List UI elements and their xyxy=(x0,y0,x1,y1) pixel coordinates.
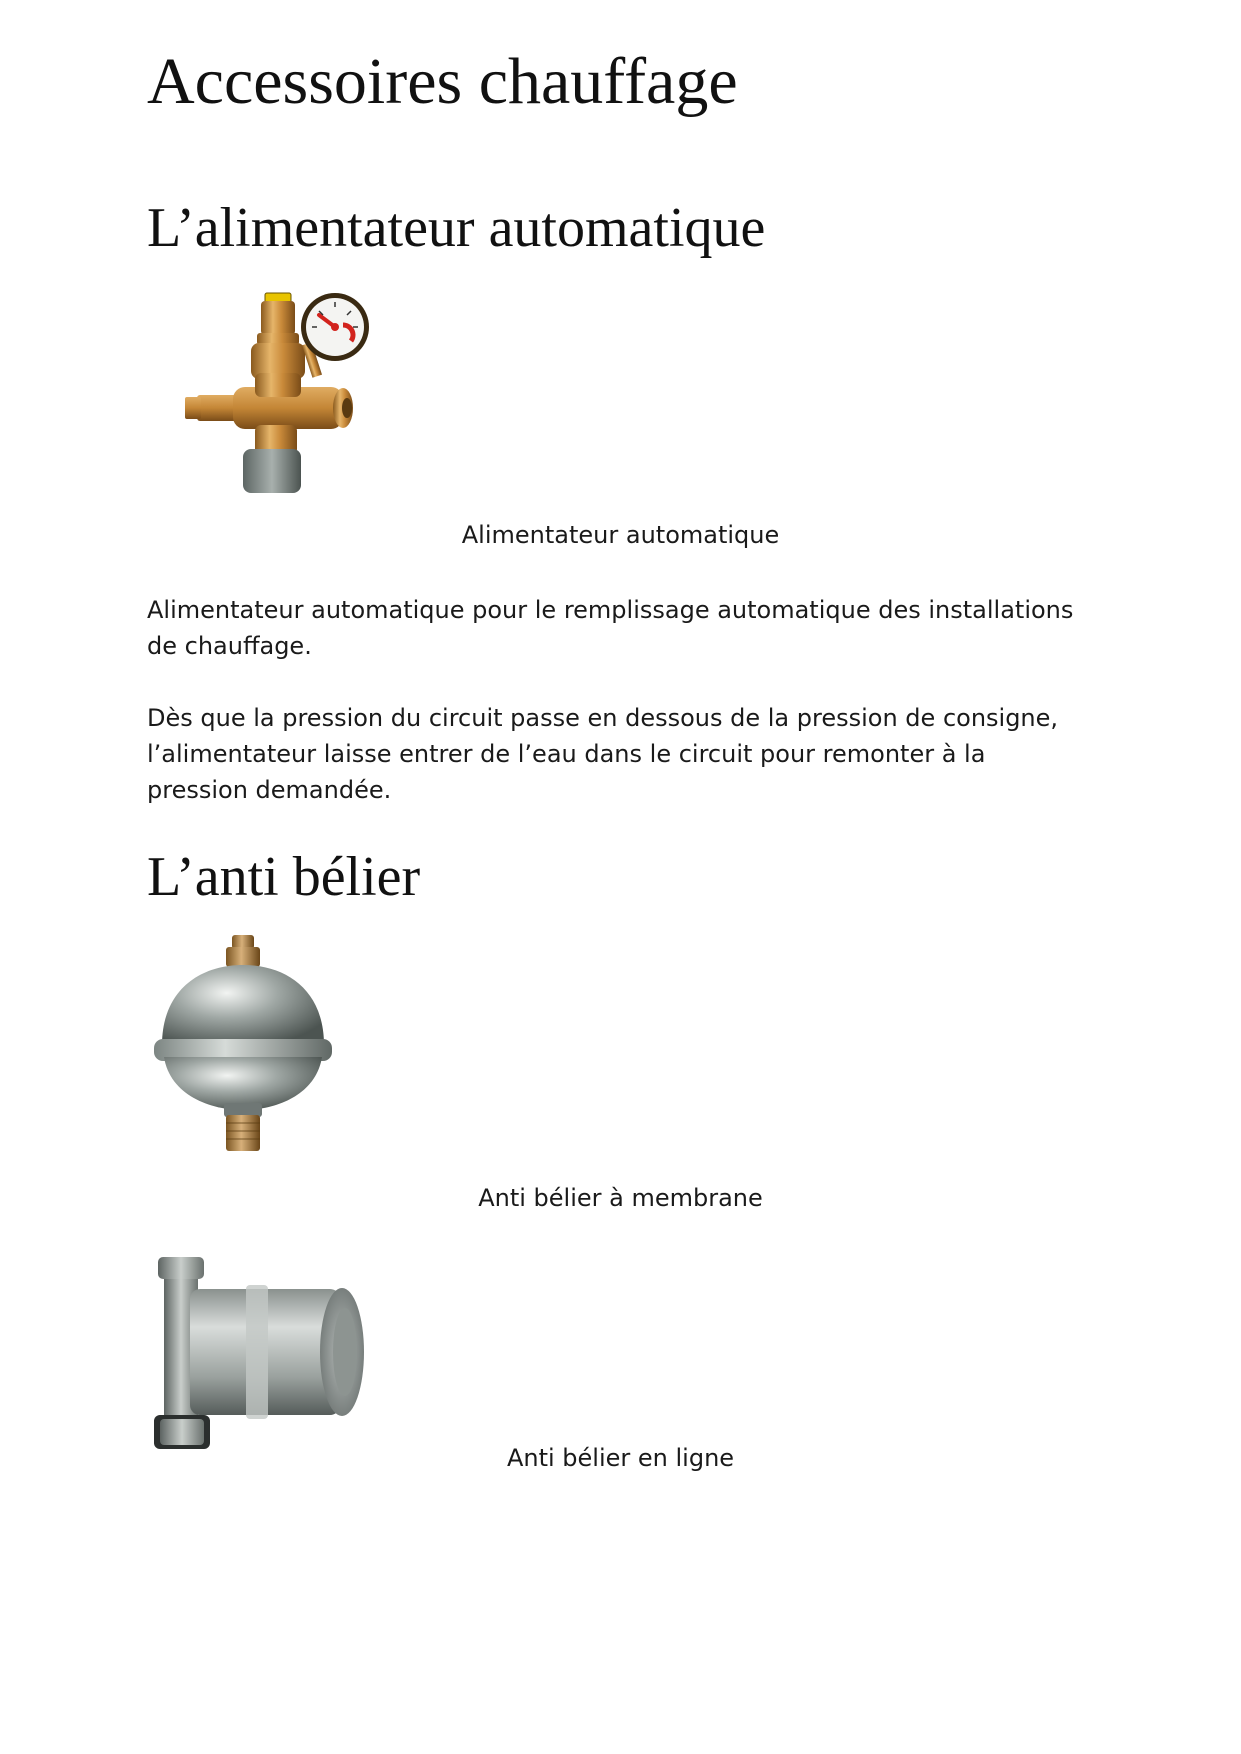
figure-caption-alimentateur: Alimentateur automatique xyxy=(461,521,780,549)
figure-caption-anti-belier-membrane: Anti bélier à membrane xyxy=(478,1184,763,1212)
inline-water-hammer-arrester-icon xyxy=(150,1255,375,1450)
paragraph-alimentateur-intro: Alimentateur automatique pour le remplissage automatique des installations de chauffage. xyxy=(147,596,1074,660)
figure-caption-anti-belier-ligne: Anti bélier en ligne xyxy=(506,1444,735,1472)
page-title: Accessoires chauffage xyxy=(147,45,738,118)
paragraph-alimentateur-function: Dès que la pression du circuit passe en dessous de la pression de consigne, l’alimentateur laisse entrer de l’eau dans le circuit pour remonter à la pression demandée. xyxy=(147,704,1059,804)
section-heading-alimentateur: L’alimentateur automatique xyxy=(147,197,766,259)
auto-feeder-valve-icon xyxy=(185,285,415,515)
section-heading-anti-belier: L’anti bélier xyxy=(147,846,421,908)
membrane-water-hammer-arrester-icon xyxy=(150,935,340,1165)
